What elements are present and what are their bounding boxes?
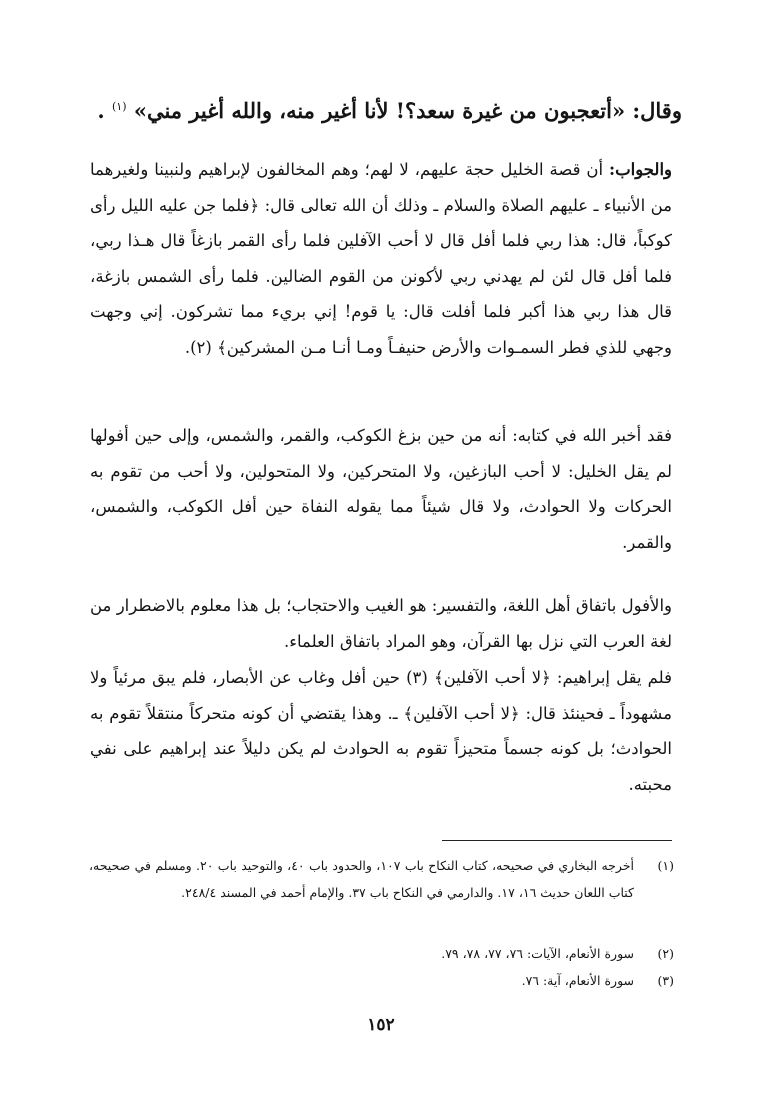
- footnote-text: أخرجه البخاري في صحيحه، كتاب النكاح باب ١٠٧، والحدود باب ٤٠، والتوحيد باب ٢٠. ومسلم في صحيحه، كتاب اللعان حديث ١٦، ١٧. والدارمي في النكاح باب ٣٧. والإمام أحمد في المسند ٢٤٨/٤.: [89, 858, 635, 900]
- footnote-1: [84, 852, 674, 906]
- paragraph-lead: والجواب:: [609, 160, 672, 179]
- paragraph-text: أن قصة الخليل حجة عليهم، لا لهم؛ وهم المخالفون لإبراهيم ولنبينا ولغيرهما من الأنبياء ـ عليهم الصلاة والسلام ـ وذلك أن الله تعالى قال: ﴿فلما جن عليه الليل رأى كوكباً، قال: هذا ربي فلما أفل قال لا أحب الآفلين فلما رأى القمر بازغاً قال هـذا ربي، فلما أفل قال لئن لم يهدني ربي لأكونن من القوم الضالين. فلما رأى الشمس بازغة، قال هذا ربي هذا أكبر فلما أفلت قال: يا قوم! إني بريء مما تشركون. إني وجهت وجهي للذي فطر السمـوات والأرض حنيفـاً ومـا أنـا مـن المشركين﴾ (٢).: [90, 160, 672, 357]
- footnote-number: (٣): [657, 973, 674, 988]
- paragraph-text: والأفول باتفاق أهل اللغة، والتفسير: هو الغيب والاحتجاب؛ بل هذا معلوم بالاضطرار من لغة العرب التي نزل بها القرآن، وهو المراد باتفاق العلماء.: [90, 596, 672, 651]
- footnote-3: [84, 967, 674, 994]
- heading-quote: [72, 92, 682, 126]
- paragraph-4: [90, 660, 672, 802]
- paragraph-3: [90, 588, 672, 659]
- heading-text: وقال: «أتعجبون من غيرة سعد؟! لأنا أغير منه، والله أغير مني»: [133, 98, 682, 123]
- paragraph-answer: [90, 152, 672, 365]
- footnote-divider: [442, 840, 672, 841]
- paragraph-2: [90, 418, 672, 560]
- footnote-text: سورة الأنعام، الآيات: ٧٦، ٧٧، ٧٨، ٧٩.: [441, 946, 634, 961]
- paragraph-text: فلم يقل إبراهيم: ﴿لا أحب الآفلين﴾ (٣) حين أفل وغاب عن الأبصار، فلم يبق مرئياً ولا مشهوداً ـ فحينئذ قال: ﴿لا أحب الآفلين﴾ ـ. وهذا يقتضي أن كونه متحركاً منتقلاً تقوم به الحوادث؛ بل كونه جسماً متحيزاً تقوم به الحوادث لم يكن دليلاً عند إبراهيم على نفي محبته.: [90, 668, 672, 794]
- heading-period: .: [97, 98, 105, 123]
- footnote-number: (٢): [657, 946, 674, 961]
- paragraph-text: فقد أخبر الله في كتابه: أنه من حين بزغ الكوكب، والقمر، والشمس، وإلى حين أفولها لم يقل الخليل: لا أحب البازغين، ولا المتحركين، ولا المتحولين، ولا أحب من تقوم به الحركات ولا الحوادث، ولا قال شيئاً مما يقوله النفاة حين أفل الكوكب، والشمس، والقمر.: [90, 426, 672, 552]
- footnote-2: [84, 940, 674, 967]
- page-number: ١٥٢: [367, 1015, 395, 1035]
- footnote-text: سورة الأنعام، آية: ٧٦.: [521, 973, 634, 988]
- heading-footnote-marker: (١): [111, 100, 127, 113]
- footnote-number: (١): [657, 858, 674, 873]
